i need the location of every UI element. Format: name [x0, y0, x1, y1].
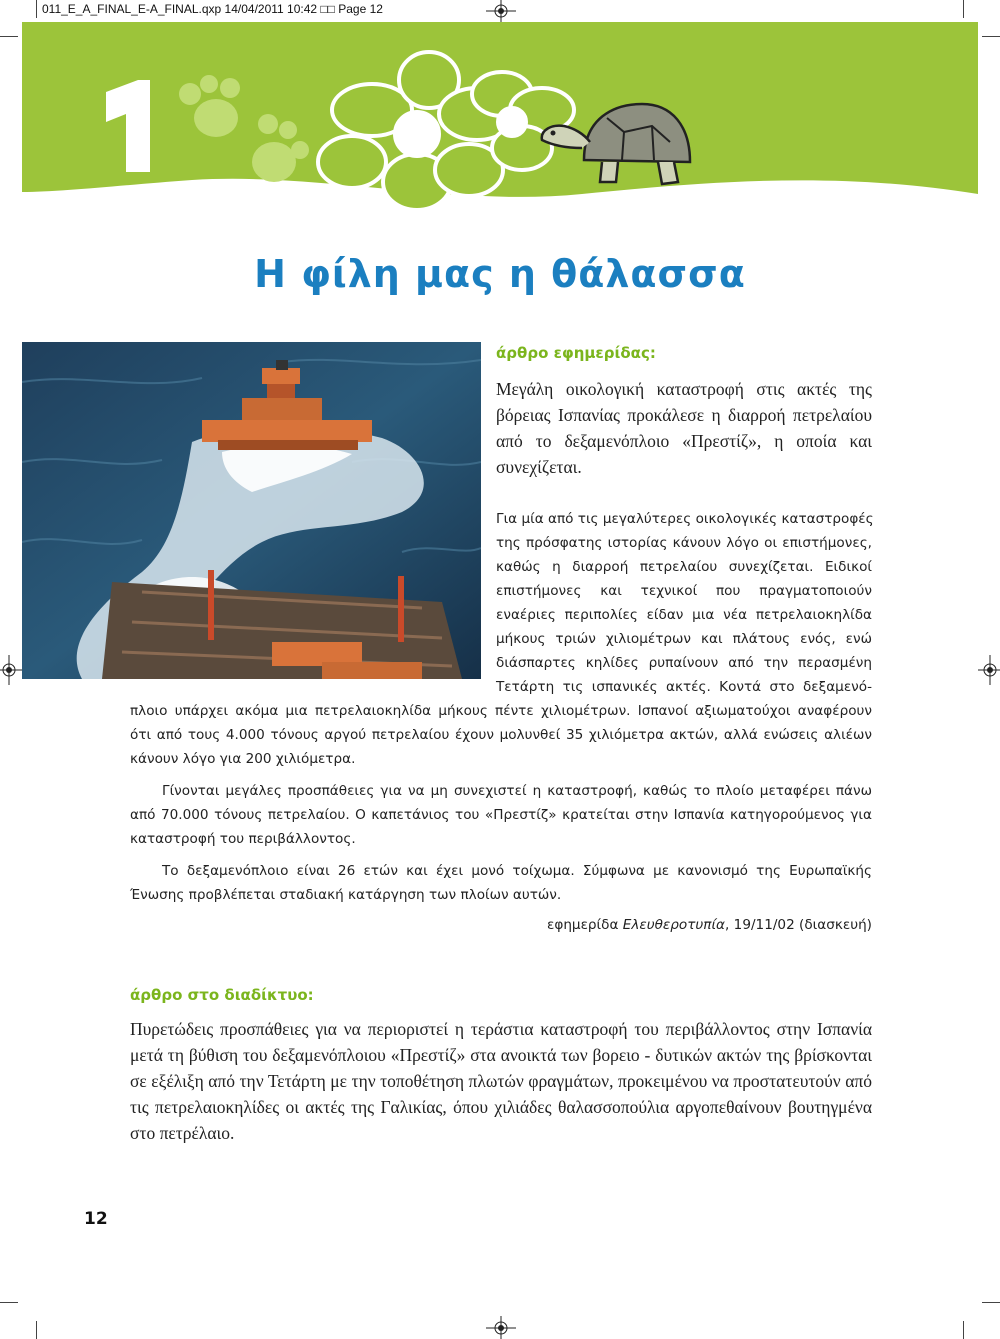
text-line: της πρόσφατης ιστορίας κάνουν λόγο οι επιστήμονες,	[496, 535, 872, 551]
text-line: εναέριες περιπολίες είδαν μια νέα πετρελαιοκηλίδα	[496, 607, 872, 623]
internet-article-heading: άρθρο στο διαδίκτυο:	[130, 986, 314, 1004]
print-slug: 011_E_A_FINAL_E-A_FINAL.qxp 14/04/2011 10:42 □□ Page 12	[42, 2, 383, 16]
paragraph-text: Γίνονται μεγάλες προσπάθειες για να μη συνεχιστεί η καταστροφή, καθώς το πλοίο μεταφέρει πάνω από 70.000 τόνους πετρελαίου. Ο καπετάνιος του «Πρεστίζ» κρατείται στην Ισπανία κατηγορούμενος για καταστροφή του περιβάλλοντος.	[130, 783, 872, 847]
newspaper-lead-text: Μεγάλη οικολογική καταστροφή στις ακτές της βόρειας Ισπανίας προκάλεσε η διαρροή πετρελαίου από το δεξαμενόπλοιο «Πρεστίζ», η οποία και συνεχίζεται.	[496, 379, 872, 477]
text-line: καθώς η διαρροή πετρελαίου συνεχίζεται. Ειδικοί	[496, 559, 872, 575]
registration-mark-icon	[486, 1316, 516, 1339]
newspaper-paragraph-1	[496, 507, 872, 699]
text-line: επιστήμονες και τεχνικοί που πραγματοποιούν	[496, 583, 872, 599]
text-line: Για μία από τις μεγαλύτερες οικολογικές καταστροφές	[496, 511, 874, 527]
source-prefix: εφημερίδα	[547, 917, 623, 933]
crop-mark	[0, 36, 18, 37]
oil-tanker-sinking-photo	[22, 342, 481, 679]
newspaper-source	[130, 917, 872, 933]
registration-mark-icon	[978, 655, 1000, 685]
crop-mark	[982, 36, 1000, 37]
newspaper-paragraph-2	[130, 779, 872, 851]
internet-article-text: Πυρετώδεις προσπάθειες για να περιοριστεί η τεράστια καταστροφή του περιβάλλοντος στην Ισπανία μετά τη βύθιση του δεξαμενόπλοιου «Πρεστίζ» στα ανοικτά των βορειο - δυτικών ακτών της βρίσκονται σε εξέλιξη από την Τετάρτη με την τοποθέτηση πλωτών φραγμάτων, προκειμένου να προστατευτούν από τις πετρελαιοκηλίδες οι ακτές της Γαλικίας, όπου χιλιάδες θαλασσοπούλια αργοπεθαίνουν βουτηγμένα στο πετρέλαιο.	[130, 1019, 872, 1143]
text-line: πλοιο υπάρχει ακόμα μια πετρελαιοκηλίδα μήκους πέντε χιλιομέτρων. Ισπανοί αξιωματούχοι αναφέρουν	[130, 703, 872, 719]
source-name: Ελευθεροτυπία	[622, 917, 726, 933]
text-line: μήκους τριών χιλιομέτρων και πλάτους ενός, ενώ	[496, 631, 872, 647]
newspaper-article-heading: άρθρο εφημερίδας:	[496, 344, 656, 362]
crop-mark	[36, 1321, 37, 1339]
text-line: ότι από τους 4.000 τόνους αργού πετρελαίου έχουν μολυνθεί 35 χιλιόμετρα ακτών, αλλά ενώσεις αλιέων	[130, 727, 872, 743]
registration-mark-icon	[0, 655, 22, 685]
page-number: 12	[84, 1209, 108, 1229]
crop-mark	[982, 1302, 1000, 1303]
crop-mark	[0, 1302, 18, 1303]
registration-mark-icon	[486, 0, 516, 24]
crop-mark	[36, 0, 37, 18]
text-line: κάνουν λόγο για 200 χιλιόμετρα.	[130, 751, 356, 767]
page-title: Η φίλη μας η θάλασσα	[254, 252, 746, 296]
crop-mark	[963, 0, 964, 18]
paragraph-text: Το δεξαμενόπλοιο είναι 26 ετών και έχει μονό τοίχωμα. Σύμφωνα με κανονισμό της Ευρωπαϊκής Ένωσης προβλέπεται σταδιακή κατάργηση των πλοίων αυτών.	[130, 863, 872, 903]
newspaper-paragraph-3	[130, 859, 872, 907]
crop-mark	[963, 1321, 964, 1339]
source-suffix: , 19/11/02 (διασκευή)	[725, 917, 872, 933]
text-line: διάσπαρτες κηλίδες ρυπαίνουν από την περασμένη	[496, 655, 872, 671]
newspaper-paragraph-1-cont	[130, 699, 872, 771]
text-line: Τετάρτη τις ισπανικές ακτές. Κοντά στο δεξαμενό-	[496, 679, 872, 695]
chapter-banner	[22, 22, 978, 222]
